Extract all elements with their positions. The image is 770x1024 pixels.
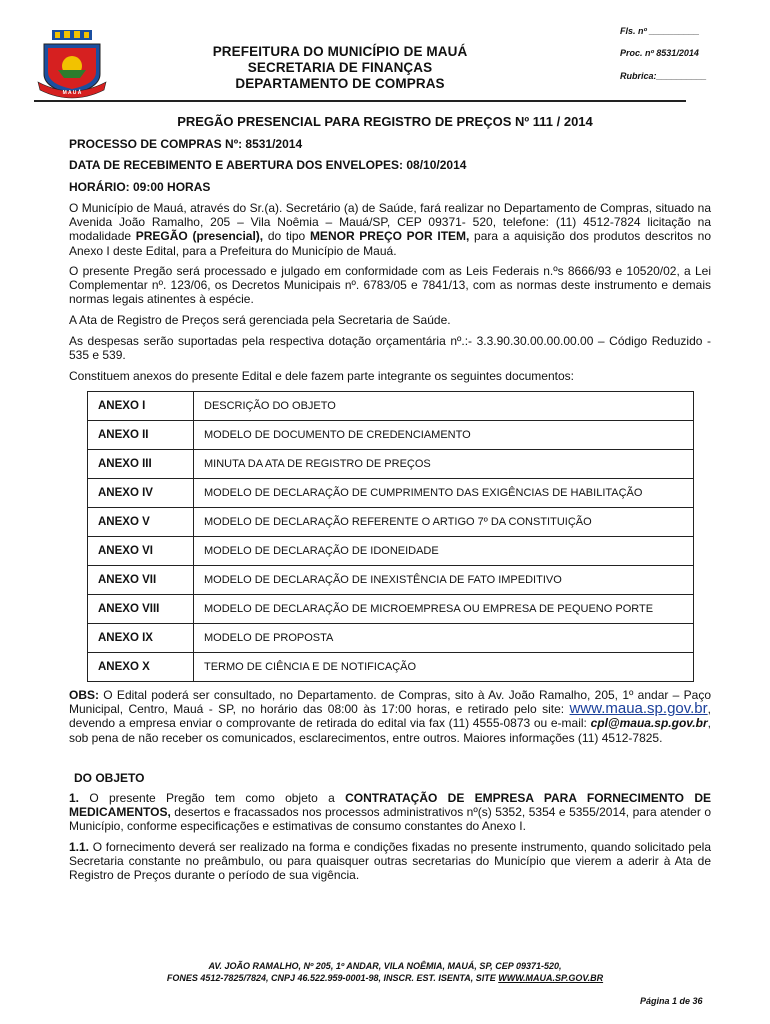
annex-key: ANEXO I xyxy=(88,392,194,421)
annex-key: ANEXO II xyxy=(88,421,194,450)
header-line1: PREFEITURA DO MUNICÍPIO DE MAUÁ xyxy=(212,44,468,59)
budget-paragraph: As despesas serão suportadas pela respectiva dotação orçamentária nº.:- 3.3.90.30.00.00.00.00 – Código Reduzido - 535 e 539. xyxy=(69,334,711,363)
table-row xyxy=(88,508,694,537)
annex-key: ANEXO IX xyxy=(88,624,194,653)
table-row xyxy=(88,566,694,595)
intro-paragraph: O Município de Mauá, através do Sr.(a). Secretário (a) de Saúde, fará realizar no Departamento de Compras, situado na Avenida João Ramalho, 205 – Vila Noêmia – Mauá/SP, CEP 09371- 520, telefone: (11) 4512-7824 licitação na modalidade PREGÃO (presencial), do tipo MENOR PREÇO POR ITEM, para a aquisição dos produtos descritos no Anexo I deste Edital, para a Prefeitura do Município de Mauá. xyxy=(69,201,712,258)
annexes-intro: Constituem anexos do presente Edital e dele fazem parte integrante os seguintes documentos: xyxy=(69,369,574,383)
annex-key: ANEXO IV xyxy=(88,479,194,508)
ata-paragraph: A Ata de Registro de Preços será gerenciada pela Secretaria de Saúde. xyxy=(69,313,451,327)
annex-description: MINUTA DA ATA DE REGISTRO DE PREÇOS xyxy=(194,450,694,479)
annex-key: ANEXO V xyxy=(88,508,194,537)
svg-text:M A U Á: M A U Á xyxy=(62,90,82,96)
item-1-1: 1.1. O fornecimento deverá ser realizado na forma e condições fixadas no presente instrumento, quando solicitado pela Secretaria constante no preâmbulo, ou para quaisquer outras secretarias do Município que vierem a aderir à Ata de Registro de Preços durante o período de sua vigência. xyxy=(69,840,711,883)
item-1: 1. O presente Pregão tem como objeto a CONTRATAÇÃO DE EMPRESA PARA FORNECIMENTO DE MEDICAMENTOS, desertos e fracassados nos processos administrativos nº(s) 5352, 5354 e 5355/2014, para atender o Município, conforme especificações e estimativas de consumo constantes do Anexo I. xyxy=(69,791,711,834)
footer-address: AV. JOÃO RAMALHO, Nº 205, 1º ANDAR, VILA NOÊMIA, MAUÁ, SP, CEP 09371-520, xyxy=(208,961,562,971)
table-row xyxy=(88,392,694,421)
table-row xyxy=(88,537,694,566)
legal-paragraph: O presente Pregão será processado e julgado em conformidade com as Leis Federais n.ºs 8666/93 e 10520/02, a Lei Complementar nº. 123/06, os Decretos Municipais nº. 6783/05 e 7841/13, com as normas deste instrumento e demais normas legais atinentes à espécie. xyxy=(69,264,711,307)
section-title: DO OBJETO xyxy=(74,771,145,785)
document-title: PREGÃO PRESENCIAL PARA REGISTRO DE PREÇOS Nº 111 / 2014 xyxy=(177,114,593,129)
annex-description: MODELO DE DECLARAÇÃO DE INEXISTÊNCIA DE FATO IMPEDITIVO xyxy=(194,566,694,595)
rubrica-field: Rubrica:__________ xyxy=(620,71,707,81)
date-line: DATA DE RECEBIMENTO E ABERTURA DOS ENVELOPES: 08/10/2014 xyxy=(69,158,467,172)
table-row xyxy=(88,479,694,508)
annex-key: ANEXO VI xyxy=(88,537,194,566)
process-number-field: Proc. nº 8531/2014 xyxy=(620,48,699,58)
header-line2: SECRETARIA DE FINANÇAS xyxy=(247,60,433,75)
email-link[interactable]: cpl@maua.sp.gov.br xyxy=(590,716,708,731)
annex-description: MODELO DE DECLARAÇÃO DE IDONEIDADE xyxy=(194,537,694,566)
annex-key: ANEXO VIII xyxy=(88,595,194,624)
annex-description: MODELO DE DECLARAÇÃO DE CUMPRIMENTO DAS EXIGÊNCIAS DE HABILITAÇÃO xyxy=(194,479,694,508)
annex-key: ANEXO VII xyxy=(88,566,194,595)
annex-key: ANEXO III xyxy=(88,450,194,479)
header-titles xyxy=(120,44,560,92)
table-row xyxy=(88,450,694,479)
table-row xyxy=(88,624,694,653)
annex-description: MODELO DE DECLARAÇÃO REFERENTE O ARTIGO 7º DA CONSTITUIÇÃO xyxy=(194,508,694,537)
header-line3: DEPARTAMENTO DE COMPRAS xyxy=(235,76,445,91)
footer-site-link[interactable]: WWW.MAUA.SP.GOV.BR xyxy=(498,973,604,983)
table-row xyxy=(88,595,694,624)
annex-description: MODELO DE DOCUMENTO DE CREDENCIAMENTO xyxy=(194,421,694,450)
time-line: HORÁRIO: 09:00 HORAS xyxy=(69,180,211,194)
page-number: Página 1 de 36 xyxy=(640,996,703,1006)
process-line: PROCESSO DE COMPRAS Nº: 8531/2014 xyxy=(69,137,303,151)
obs-paragraph: OBS: O Edital poderá ser consultado, no Departamento. de Compras, sito à Av. João Ramalho, 205, 1º andar – Paço Municipal, Centro, Mauá - SP, no horário das 08:00 às 17:00 horas, e retirado pelo site: www.maua.sp.gov.br, devendo a empresa enviar o comprovante de retirada do edital via fax (11) 4555-0873 ou e-mail: cpl@maua.sp.gov.br, sob pena de não receber os comunicados, esclarecimentos, entre outros. Maiores informações (11) 4512-7825. xyxy=(69,688,711,745)
annexes-table xyxy=(87,391,694,682)
annex-description: TERMO DE CIÊNCIA E DE NOTIFICAÇÃO xyxy=(194,653,694,682)
annex-key: ANEXO X xyxy=(88,653,194,682)
header-divider xyxy=(34,100,686,102)
annex-description: MODELO DE DECLARAÇÃO DE MICROEMPRESA OU EMPRESA DE PEQUENO PORTE xyxy=(194,595,694,624)
fls-field: Fls. nº __________ xyxy=(620,26,700,36)
annex-description: DESCRIÇÃO DO OBJETO xyxy=(194,392,694,421)
annex-description: MODELO DE PROPOSTA xyxy=(194,624,694,653)
city-coat-of-arms-icon xyxy=(34,30,110,100)
table-row xyxy=(88,653,694,682)
table-row xyxy=(88,421,694,450)
footer-contacts: FONES 4512-7825/7824, CNPJ 46.522.959-0001-98, INSCR. EST. ISENTA, SITE WWW.MAUA.SP.GOV.BR xyxy=(166,973,604,983)
website-link[interactable]: www.maua.sp.gov.br xyxy=(569,700,708,718)
